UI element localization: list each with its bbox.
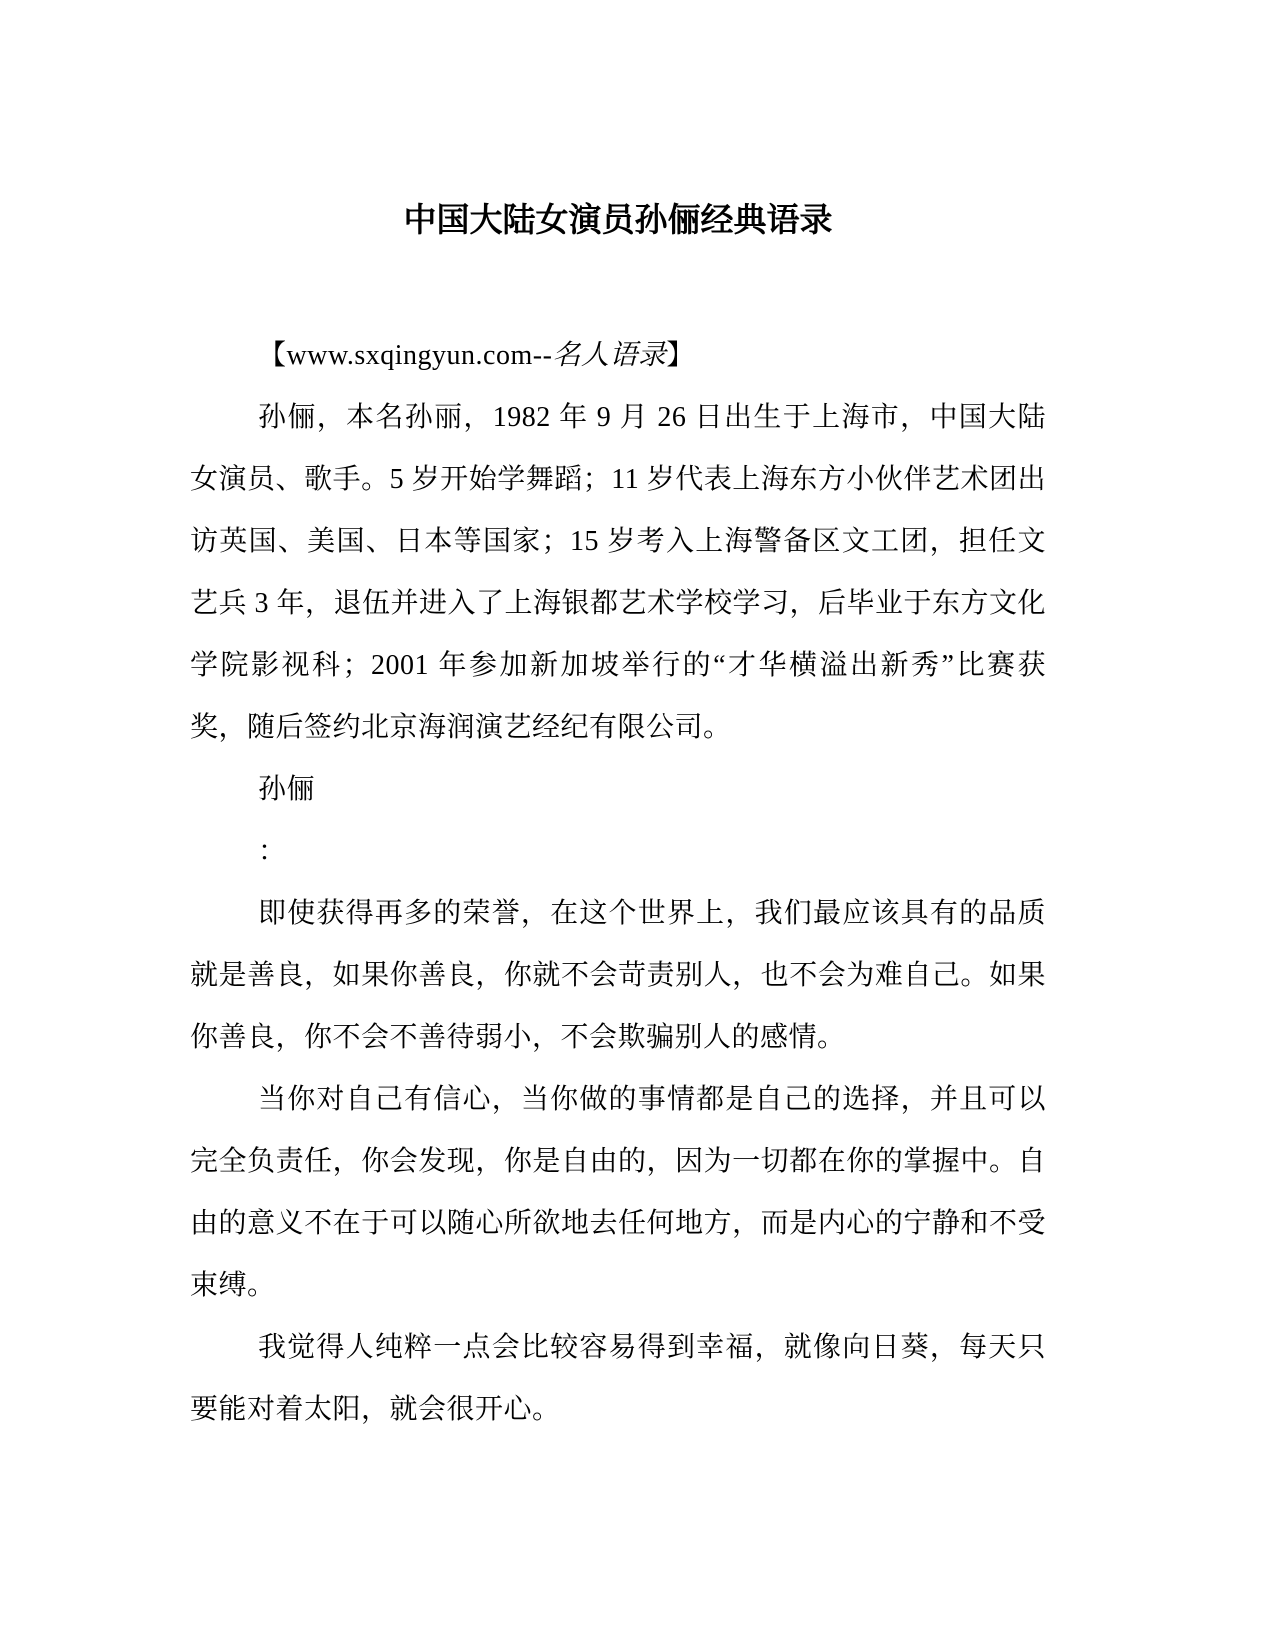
paragraph-quote-2: 当你对自己有信心，当你做的事情都是自己的选择，并且可以完全负责任，你会发现，你是自由的，因为一切都在你的掌握中。自由的意义不在于可以随心所欲地去任何地方，而是内心的宁静和不受束缚。 — [190, 1084, 1046, 1301]
source-bracket-close: 】 — [666, 340, 695, 371]
paragraph-quote-3: 我觉得人纯粹一点会比较容易得到幸福，就像向日葵，每天只要能对着太阳，就会很开心。 — [190, 1332, 1046, 1425]
source-bracket-open: 【 — [258, 340, 287, 371]
paragraph-quote-1: 即使获得再多的荣誉，在这个世界上，我们最应该具有的品质就是善良，如果你善良，你就不会苛责别人，也不会为难自己。如果你善良，你不会不善待弱小，不会欺骗别人的感情。 — [190, 898, 1046, 1053]
paragraph-biography: 孙俪，本名孙丽，1982 年 9 月 26 日出生于上海市，中国大陆女演员、歌手。5 岁开始学舞蹈；11 岁代表上海东方小伙伴艺术团出访英国、美国、日本等国家；15 岁考入上海警备区文工团，担任文艺兵 3 年，退伍并进入了上海银都艺术学校学习，后毕业于东方文化学院影视科；2001 年参加新加坡举行的“才华横溢出新秀”比赛获奖，随后签约北京海润演艺经纪有限公司。 — [190, 402, 1047, 743]
paragraph-speaker-name: 孙俪 — [258, 774, 316, 805]
source-line — [190, 325, 1046, 387]
paragraph-colon: ： — [258, 836, 287, 867]
page-title: 中国大陆女演员孙俪经典语录 — [403, 201, 833, 238]
source-url: www.sxqingyun.com — [286, 340, 533, 371]
document-body — [190, 325, 1046, 1441]
source-category: 名人语录 — [552, 340, 667, 371]
source-separator: -- — [532, 340, 553, 371]
